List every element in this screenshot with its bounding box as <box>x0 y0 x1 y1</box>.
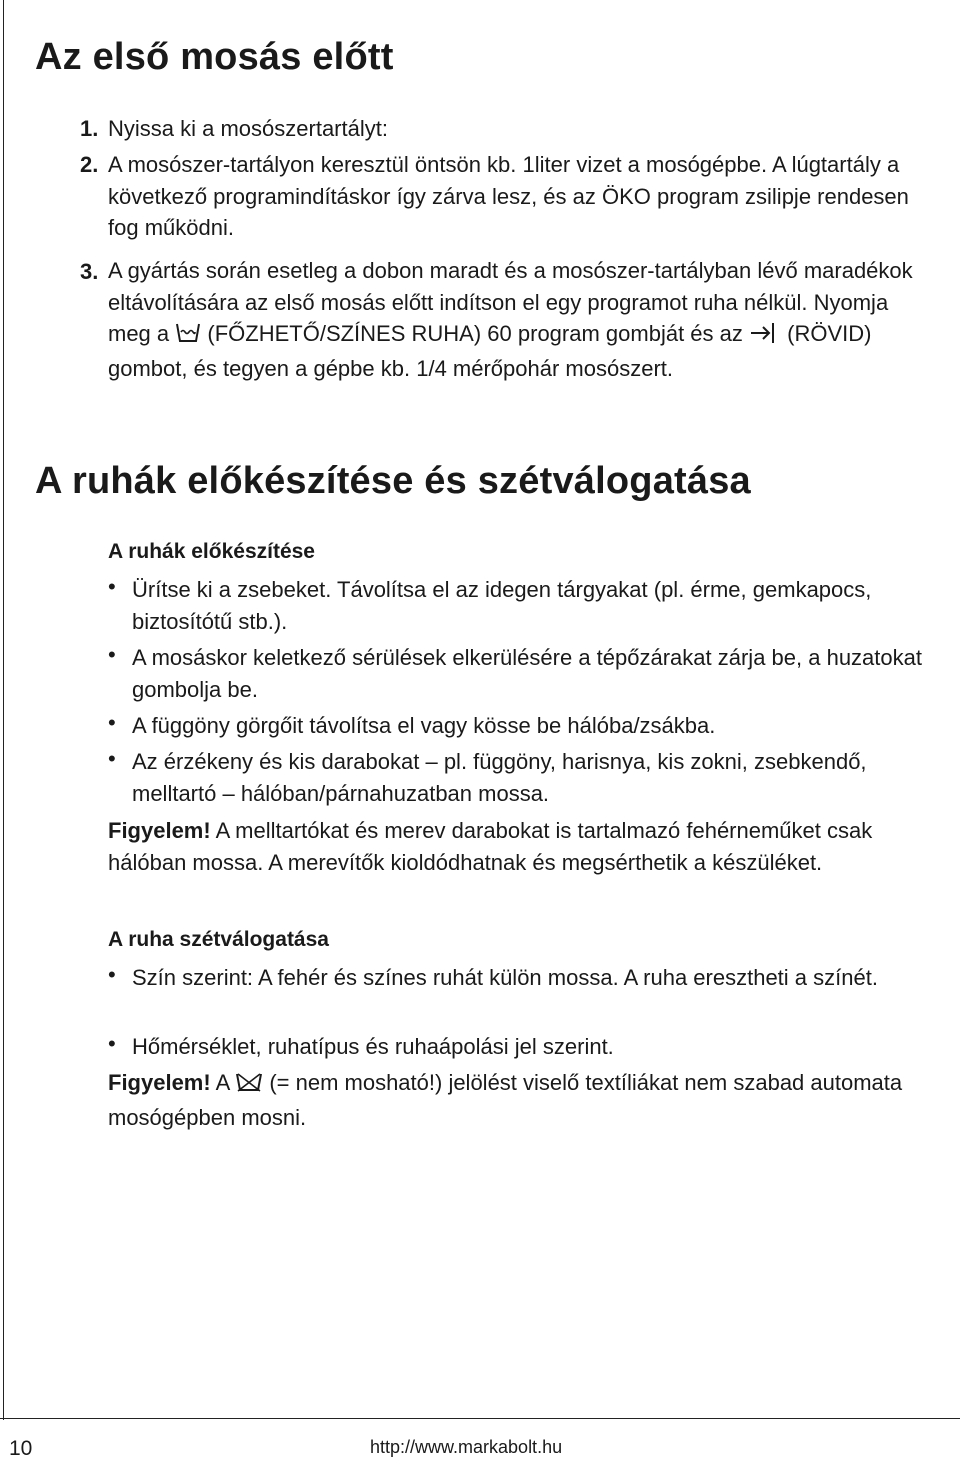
footer-url: http://www.markabolt.hu <box>370 1437 563 1457</box>
page-number: 10 <box>9 1437 33 1460</box>
warning-note-2 <box>108 1067 928 1133</box>
subheading-prepare: A ruhák előkészítése <box>108 540 315 563</box>
bullet-dot: • <box>108 746 116 771</box>
bullet-color: Szín szerint: A fehér és színes ruhát külön mossa. A ruha eresztheti a színét. <box>132 965 878 990</box>
no-wash-icon <box>235 1070 263 1102</box>
warning-note-1-text: A melltartókat és merev darabokat is tartalmazó fehérneműket csak hálóban mossa. A merevítők kioldódhatnak és megsérthetik a készüléket. <box>108 818 873 875</box>
left-border-line <box>3 0 4 1420</box>
step-2-text: A mosószer-tartályon keresztül öntsön kb. 1liter vizet a mosógépbe. A lúgtartály a következő programindításkor így zárva lesz, és az ÖKO program zsilipje rendesen fog működni. <box>108 152 909 240</box>
step-3-text <box>108 255 928 384</box>
subheading-sorting: A ruha szétválogatása <box>108 928 329 951</box>
step-3-number: 3. <box>80 259 99 284</box>
warning-label: Figyelem! <box>108 1070 211 1095</box>
heading-prepare-sort: A ruhák előkészítése és szétválogatása <box>35 460 751 502</box>
step-3-text-a: A gyártás során esetleg a dobon maradt és a mosószer-tartályban lévő maradékok eltávolítására az első mosás előtt indítson el egy programot ruha nélkül. Nyomja meg a <box>108 258 913 346</box>
warning-note-2-text-a: A <box>210 1070 230 1095</box>
bullet-temperature: Hőmérséklet, ruhatípus és ruhaápolási jel szerint. <box>132 1034 614 1059</box>
step-2-number: 2. <box>80 152 99 177</box>
short-program-icon <box>749 321 781 353</box>
step-1-text: Nyissa ki a mosószertartályt: <box>108 116 388 141</box>
heading-first-wash: Az első mosás előtt <box>35 36 394 78</box>
wash-tub-icon <box>175 321 201 353</box>
bullet-dot: • <box>108 1031 116 1056</box>
bullet-dot: • <box>108 962 116 987</box>
warning-note-2-text-b: (= nem mosható!) jelölést viselő textíliákat nem szabad automata mosógépben mosni. <box>108 1070 903 1130</box>
bullet-dot: • <box>108 574 116 599</box>
step-3-text-c: (RÖVID) gombot, és tegyen a gépbe kb. 1/4 mérőpohár mosószert. <box>108 321 872 381</box>
footer-border-line <box>0 1418 960 1419</box>
bullet-dot: • <box>108 642 116 667</box>
warning-label: Figyelem! <box>108 818 211 843</box>
bullet-velcro: A mosáskor keletkező sérülések elkerülésére a tépőzárakat zárja be, a huzatokat gombolja be. <box>132 645 922 702</box>
warning-note-1 <box>108 815 928 878</box>
step-1-number: 1. <box>80 116 99 141</box>
bullet-dot: • <box>108 710 116 735</box>
step-3-text-b: (FŐZHETŐ/SZÍNES RUHA) 60 program gombját és az <box>207 321 743 346</box>
bullet-curtain: A függöny görgőit távolítsa el vagy kösse be hálóba/zsákba. <box>132 713 716 738</box>
bullet-pockets: Ürítse ki a zsebeket. Távolítsa el az idegen tárgyakat (pl. érme, gemkapocs, biztosítótű stb.). <box>132 577 872 634</box>
bullet-delicates: Az érzékeny és kis darabokat – pl. függöny, harisnya, kis zokni, zsebkendő, melltartó – hálóban/párnahuzatban mossa. <box>132 749 867 806</box>
